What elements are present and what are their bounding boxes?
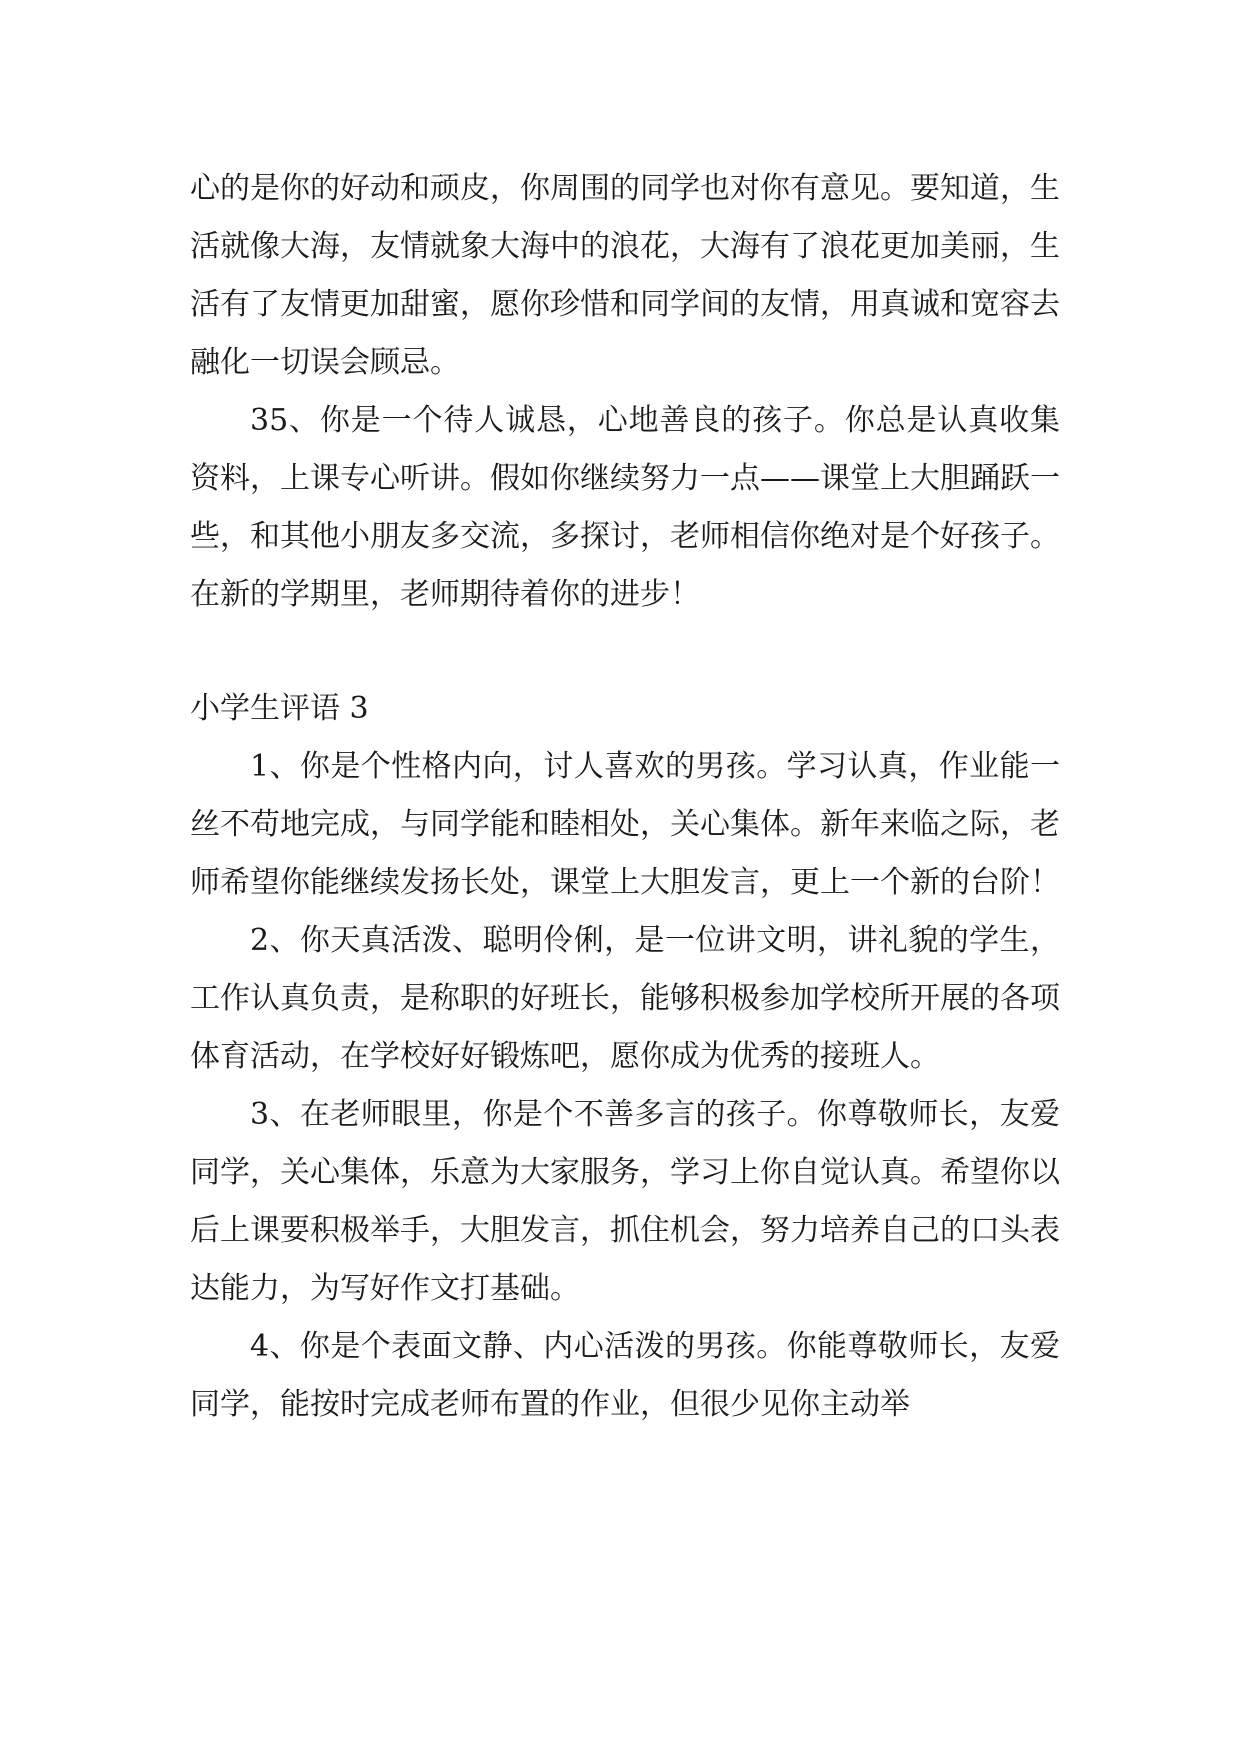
paragraph-item-1: 1、你是个性格内向，讨人喜欢的男孩。学习认真，作业能一丝不苟地完成，与同学能和睦相处，关心集体。新年来临之际，老师希望你能继续发扬长处，课堂上大胆发言，更上一个新的台阶！ — [190, 749, 1060, 900]
paragraph-item-2: 2、你天真活泼、聪明伶俐，是一位讲文明，讲礼貌的学生，工作认真负责，是称职的好班长，能够积极参加学校所开展的各项体育活动，在学校好好锻炼吧，愿你成为优秀的接班人。 — [190, 923, 1060, 1074]
paragraph-item-4: 4、你是个表面文静、内心活泼的男孩。你能尊敬师长，友爱同学，能按时完成老师布置的作业，但很少见你主动举 — [190, 1329, 1060, 1422]
paragraph-item-3: 3、在老师眼里，你是个不善多言的孩子。你尊敬师长，友爱同学，关心集体，乐意为大家服务，学习上你自觉认真。希望你以后上课要积极举手，大胆发言，抓住机会，努力培养自己的口头表达能力，为写好作文打基础。 — [190, 1097, 1060, 1306]
section-heading: 小学生评语 3 — [190, 691, 369, 726]
paragraph-item-35: 35、你是一个待人诚恳，心地善良的孩子。你总是认真收集资料，上课专心听讲。假如你继续努力一点——课堂上大胆踊跃一些，和其他小朋友多交流，多探讨，老师相信你绝对是个好孩子。在新的学期里，老师期待着你的进步！ — [190, 403, 1060, 612]
paragraph-continued: 心的是你的好动和顽皮，你周围的同学也对你有意见。要知道，生活就像大海，友情就象大海中的浪花，大海有了浪花更加美丽，生活有了友情更加甜蜜，愿你珍惜和同学间的友情，用真诚和宽容去融化一切误会顾忌。 — [190, 171, 1060, 380]
document-body — [190, 160, 1060, 1434]
